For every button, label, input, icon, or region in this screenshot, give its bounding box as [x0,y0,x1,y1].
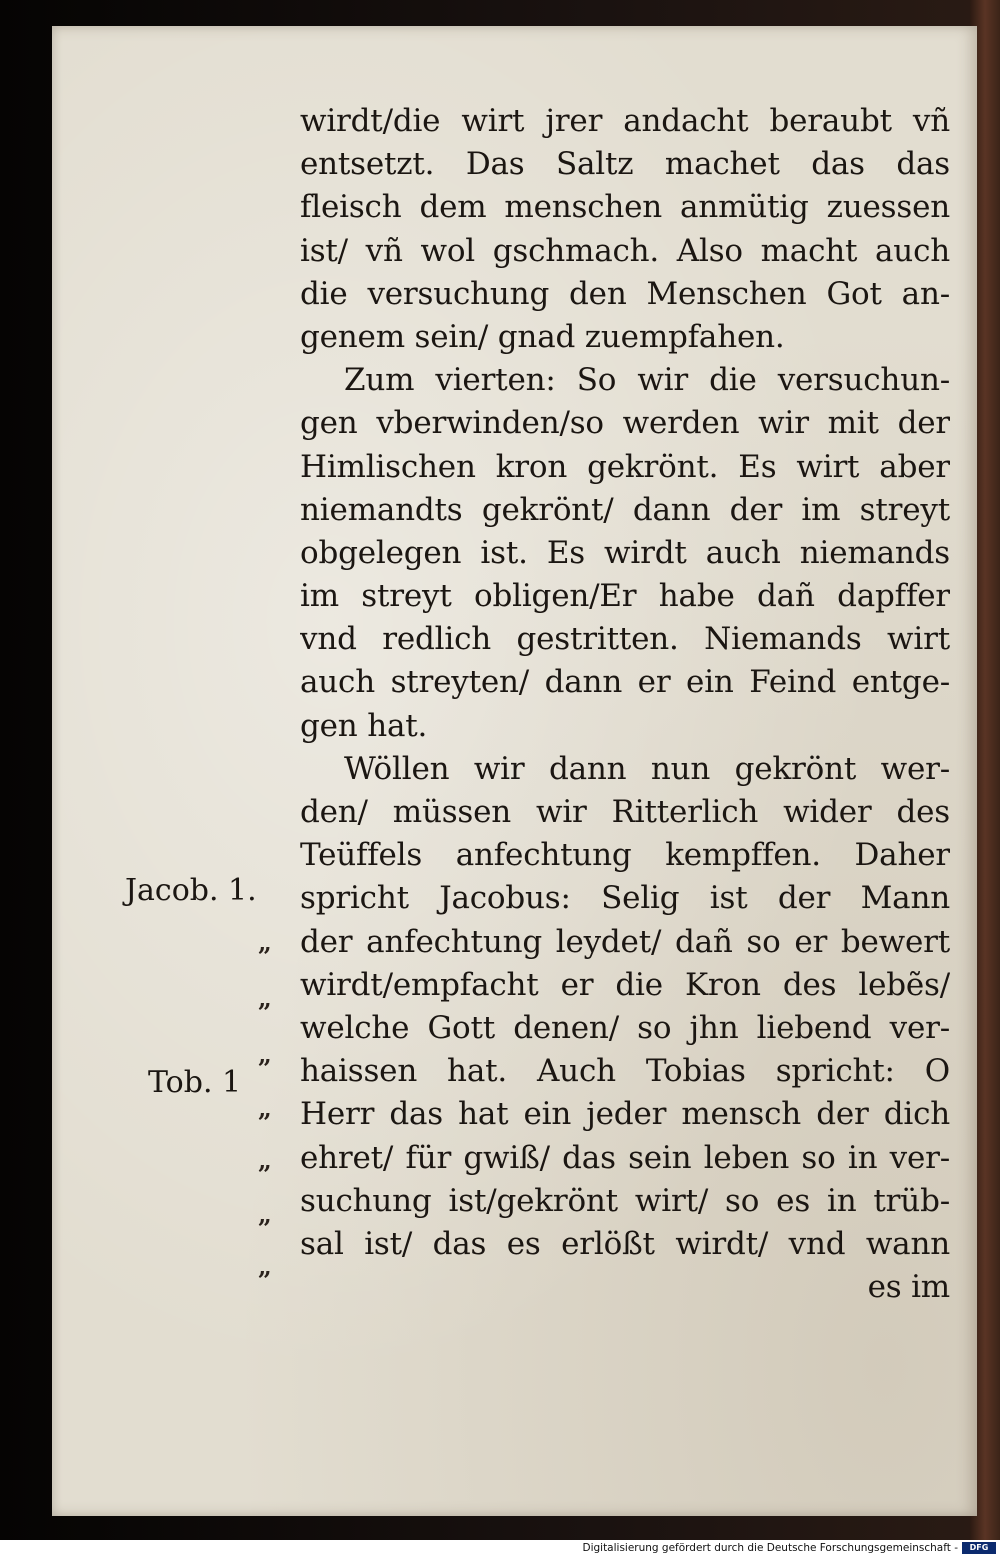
text-line: ehret/ für gwiß/ das sein leben so in ver- [300,1139,950,1176]
text-line: genem sein/ gnad zuempfahen. [300,318,785,355]
text-line: sal ist/ das es erlößt wirdt/ vnd wann [300,1225,950,1262]
catchword: es im [867,1269,950,1306]
text-line: ist/ vñ wol gschmach. Also macht auch [300,232,950,269]
text-line: im streyt obligen/Er habe dañ dapffer [300,578,950,615]
text-line: niemandts gekrönt/ dann der im streyt [300,491,950,528]
marginal-note-tob: Tob. 1 [148,1065,242,1100]
text-line: Zum vierten: So wir die versuchun- [344,362,950,399]
text-line: haissen hat. Auch Tobias spricht: O [300,1053,950,1090]
quote-mark: „ [258,1200,270,1229]
text-line: die versuchung den Menschen Got an- [300,275,950,312]
text-line: Herr das hat ein jeder mensch der dich [300,1096,950,1133]
quote-mark: „ [258,984,270,1013]
text-line: vnd redlich gestritten. Niemands wirt [300,621,950,658]
quote-mark: „ [258,1146,270,1175]
text-line: Wöllen wir dann nun gekrönt wer- [344,750,950,787]
page-text-block [300,100,950,1309]
marginal-note-jacob: Jacob. 1. [125,873,257,908]
text-line: spricht Jacobus: Selig ist der Mann [300,880,950,917]
funding-credit: Digitalisierung gefördert durch die Deutsche Forschungsgemeinschaft - [582,1542,958,1554]
text-line: gen vberwinden/so werden wir mit der [300,405,950,442]
quote-mark: „ [258,1252,270,1281]
text-line: gen hat. [300,707,428,744]
text-line: fleisch dem menschen anmütig zuessen [300,189,950,226]
quote-mark: „ [258,1040,270,1069]
text-line: entsetzt. Das Saltz machet das das [300,146,950,183]
dfg-logo: DFG [962,1542,996,1554]
text-line: suchung ist/gekrönt wirt/ so es in trüb- [300,1182,950,1219]
text-line: wirdt/empfacht er die Kron des lebẽs/ [300,966,950,1003]
text-line: Himlischen kron gekrönt. Es wirt aber [300,448,950,485]
digitization-footer [0,1540,1000,1556]
text-line: auch streyten/ dann er ein Feind entge- [300,664,950,701]
text-line: wirdt/die wirt jrer andacht beraubt vñ [300,103,950,139]
text-line: den/ müssen wir Ritterlich wider des [300,794,950,830]
text-line: der anfechtung leydet/ dañ so er bewert [300,923,950,960]
text-line: Teüffels anfechtung kempffen. Daher [300,837,950,874]
quote-mark: „ [258,928,270,957]
quote-mark: „ [258,1094,270,1123]
text-line: welche Gott denen/ so jhn liebend ver- [300,1009,950,1046]
text-line: obgelegen ist. Es wirdt auch niemands [300,534,950,571]
